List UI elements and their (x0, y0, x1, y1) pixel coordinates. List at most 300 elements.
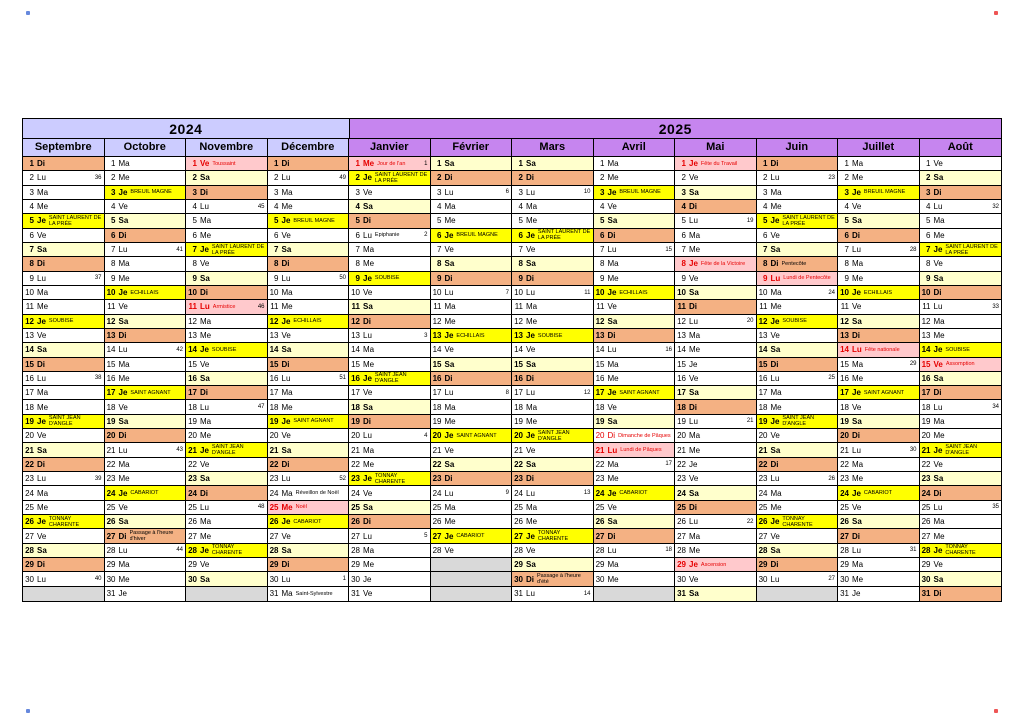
day-number: 10 (106, 288, 116, 298)
day-cell (675, 486, 756, 500)
day-cell (757, 458, 838, 472)
month-column-octobre (105, 139, 187, 601)
day-cell (594, 229, 675, 243)
day-abbrev: Ma (607, 259, 619, 269)
day-abbrev: Di (933, 589, 942, 599)
day-cell (757, 286, 838, 300)
day-abbrev: Sa (607, 216, 618, 226)
day-number: 25 (840, 502, 849, 512)
day-event: Fête du Travail (700, 160, 738, 167)
week-number: 47 (257, 404, 265, 411)
month-header-mars: Mars (512, 139, 593, 157)
day-number: 5 (274, 216, 279, 226)
day-cell (105, 572, 186, 586)
day-number: 30 (677, 574, 686, 584)
day-number: 26 (595, 517, 605, 527)
day-number: 24 (269, 488, 279, 498)
day-number: 27 (595, 531, 605, 541)
day-number: 28 (595, 545, 605, 555)
week-number: 50 (339, 275, 346, 282)
day-event: ÉCHILLAIS (130, 289, 159, 296)
day-abbrev: Je (526, 531, 535, 541)
day-number: 6 (111, 230, 116, 240)
day-number: 14 (351, 345, 360, 355)
day-cell (431, 186, 512, 200)
empty-day-cell (431, 558, 512, 572)
day-cell (512, 329, 593, 343)
day-number: 11 (433, 302, 442, 312)
day-number: 12 (677, 316, 686, 326)
day-number: 1 (926, 159, 931, 169)
day-abbrev: Ma (118, 560, 130, 570)
day-number: 6 (681, 230, 686, 240)
day-number: 24 (595, 488, 605, 498)
day-cell (757, 186, 838, 200)
day-cell (594, 443, 675, 457)
day-cell (675, 558, 756, 572)
day-event: SAINT LAURENT DE LA PRÉE (48, 214, 102, 227)
day-cell (675, 501, 756, 515)
day-abbrev: Ma (607, 560, 619, 570)
day-abbrev: Sa (200, 474, 210, 484)
day-event: SAINT LAURENT DE LA PRÉE (374, 171, 428, 184)
day-abbrev: Me (933, 331, 945, 341)
day-cell (675, 443, 756, 457)
day-cell (105, 157, 186, 171)
day-number: 21 (514, 445, 523, 455)
day-number: 19 (921, 416, 931, 426)
day-abbrev: Me (363, 359, 375, 369)
year-band-2025: 2025 (349, 119, 1001, 138)
day-cell (23, 372, 104, 386)
day-abbrev: Me (933, 230, 945, 240)
day-number: 25 (269, 502, 279, 512)
day-cell (675, 186, 756, 200)
day-number: 15 (432, 359, 442, 369)
day-cell (105, 400, 186, 414)
day-number: 21 (840, 445, 849, 455)
day-cell (757, 429, 838, 443)
week-number: 17 (665, 461, 672, 468)
corner-mark-top-right (994, 11, 998, 15)
day-cell (675, 272, 756, 286)
day-cell (512, 544, 593, 558)
day-number: 4 (29, 202, 34, 212)
day-number: 2 (274, 173, 279, 183)
day-number: 24 (514, 488, 523, 498)
day-abbrev: Sa (852, 216, 862, 226)
day-number: 6 (192, 230, 197, 240)
week-number: 37 (94, 275, 102, 282)
day-number: 10 (188, 288, 197, 298)
empty-day-cell (186, 587, 267, 601)
day-abbrev: Ma (526, 302, 538, 312)
day-number: 17 (677, 388, 686, 398)
day-abbrev: Ma (444, 302, 456, 312)
day-number: 23 (269, 474, 279, 484)
day-cell (757, 315, 838, 329)
month-column-avril (594, 139, 676, 601)
day-cell (186, 214, 267, 228)
day-abbrev: Sa (526, 159, 536, 169)
day-number: 23 (106, 474, 116, 484)
day-number: 26 (269, 517, 279, 527)
day-cell (349, 558, 430, 572)
day-number: 21 (25, 445, 34, 455)
week-number: 5 (424, 533, 428, 540)
day-number: 24 (840, 488, 849, 498)
day-cell (349, 515, 430, 529)
day-cell (268, 429, 349, 443)
day-event: SOUBISE (945, 346, 970, 353)
day-number: 19 (758, 416, 768, 426)
day-abbrev: Ve (526, 245, 536, 255)
day-abbrev: Di (607, 431, 616, 441)
empty-day-cell (431, 587, 512, 601)
day-event: TONNAY CHARENTE (374, 472, 406, 485)
day-cell (349, 157, 430, 171)
day-abbrev: Me (526, 316, 538, 326)
day-number: 4 (355, 202, 360, 212)
year-bands (23, 119, 1001, 139)
day-abbrev: Je (444, 331, 454, 341)
day-abbrev: Sa (933, 373, 944, 383)
day-number: 7 (926, 245, 931, 255)
day-abbrev: Di (363, 216, 371, 226)
day-cell (431, 229, 512, 243)
day-number: 27 (269, 531, 279, 541)
day-number: 13 (25, 331, 34, 341)
day-cell (594, 186, 675, 200)
day-number: 30 (351, 574, 360, 584)
day-cell (920, 415, 1002, 429)
day-number: 20 (840, 431, 849, 441)
day-abbrev: Di (770, 159, 779, 169)
day-number: 5 (29, 216, 34, 226)
day-abbrev: Di (933, 288, 942, 298)
day-number: 29 (25, 560, 34, 570)
day-abbrev: Me (770, 202, 782, 212)
day-number: 30 (269, 574, 279, 584)
week-number: 4 (424, 432, 428, 439)
day-number: 16 (840, 373, 849, 383)
day-abbrev: Me (852, 173, 864, 183)
day-abbrev: Me (689, 345, 701, 355)
day-number: 8 (926, 259, 931, 269)
day-number: 30 (106, 574, 116, 584)
day-number: 25 (188, 502, 197, 512)
day-abbrev: Lu (607, 445, 618, 455)
day-number: 13 (758, 331, 768, 341)
day-number: 8 (111, 259, 116, 269)
day-abbrev: Di (37, 259, 45, 269)
day-number: 11 (107, 302, 116, 312)
day-cell (268, 529, 349, 543)
day-cell (349, 415, 430, 429)
day-cell (757, 358, 838, 372)
day-cell (186, 429, 267, 443)
week-number: 30 (909, 447, 917, 454)
month-days (757, 157, 838, 601)
day-abbrev: Ve (37, 230, 47, 240)
day-number: 20 (25, 431, 34, 441)
day-number: 11 (514, 302, 523, 312)
day-abbrev: Lu (281, 273, 291, 283)
week-number: 14 (583, 590, 591, 597)
day-abbrev: Me (37, 202, 49, 212)
day-number: 26 (106, 517, 116, 527)
day-cell (431, 315, 512, 329)
day-cell (594, 486, 675, 500)
day-number: 3 (844, 187, 849, 197)
day-abbrev: Ve (770, 331, 780, 341)
day-cell (594, 343, 675, 357)
day-cell (757, 501, 838, 515)
day-cell (105, 544, 186, 558)
day-number: 7 (600, 245, 605, 255)
day-abbrev: Ma (363, 545, 375, 555)
day-abbrev: Me (281, 302, 293, 312)
day-number: 26 (514, 517, 523, 527)
day-number: 28 (25, 545, 34, 555)
day-cell (105, 358, 186, 372)
day-cell (349, 243, 430, 257)
day-abbrev: Je (363, 273, 372, 283)
day-cell (594, 400, 675, 414)
day-number: 26 (921, 517, 931, 527)
day-number: 26 (677, 517, 686, 527)
day-cell (268, 587, 349, 601)
day-abbrev: Sa (444, 459, 455, 469)
day-number: 30 (188, 574, 197, 584)
day-number: 17 (25, 388, 34, 398)
day-cell (594, 286, 675, 300)
day-abbrev: Ve (281, 230, 291, 240)
day-abbrev: Ve (933, 259, 943, 269)
day-abbrev: Di (933, 187, 942, 197)
day-cell (186, 200, 267, 214)
day-abbrev: Je (281, 316, 291, 326)
day-cell (594, 272, 675, 286)
day-number: 8 (518, 259, 523, 269)
day-cell (186, 272, 267, 286)
day-number: 8 (437, 259, 442, 269)
day-number: 22 (351, 459, 360, 469)
month-header-juillet: Juillet (838, 139, 919, 157)
day-cell (349, 214, 430, 228)
week-number: 25 (828, 375, 835, 382)
day-number: 26 (758, 517, 768, 527)
day-abbrev: Lu (526, 488, 535, 498)
day-number: 14 (25, 345, 34, 355)
day-number: 1 (844, 159, 849, 169)
day-number: 5 (763, 216, 768, 226)
day-abbrev: Je (200, 345, 209, 355)
day-abbrev: Di (363, 316, 371, 326)
day-abbrev: Ve (689, 173, 699, 183)
day-cell (594, 572, 675, 586)
day-number: 1 (600, 159, 605, 169)
day-cell (920, 372, 1002, 386)
day-abbrev: Lu (607, 545, 617, 555)
day-cell (757, 486, 838, 500)
day-number: 9 (355, 273, 360, 283)
day-cell (105, 515, 186, 529)
day-number: 17 (269, 388, 279, 398)
day-cell (838, 572, 919, 586)
day-event: BREUIL MAGNÉ (456, 232, 498, 239)
day-cell (23, 300, 104, 314)
day-cell (23, 157, 104, 171)
day-abbrev: Je (363, 574, 372, 584)
day-number: 4 (681, 202, 686, 212)
day-number: 16 (921, 373, 931, 383)
day-number: 10 (677, 288, 686, 298)
day-abbrev: Je (933, 445, 943, 455)
day-abbrev: Je (37, 216, 46, 226)
day-cell (431, 501, 512, 515)
day-abbrev: Ve (770, 230, 780, 240)
day-cell (838, 372, 919, 386)
week-number: 38 (94, 375, 102, 382)
day-number: 29 (269, 560, 279, 570)
day-number: 11 (188, 302, 197, 312)
week-number: 7 (505, 289, 509, 296)
day-number: 27 (351, 531, 360, 541)
day-number: 22 (758, 459, 768, 469)
day-cell (594, 329, 675, 343)
day-cell (757, 214, 838, 228)
day-number: 26 (840, 517, 849, 527)
day-number: 18 (269, 402, 279, 412)
day-abbrev: Ma (607, 359, 619, 369)
week-number: 13 (583, 490, 591, 497)
day-abbrev: Lu (770, 173, 780, 183)
day-number: 13 (188, 331, 197, 341)
day-cell (186, 515, 267, 529)
day-cell (594, 243, 675, 257)
day-cell (268, 400, 349, 414)
week-number: 42 (176, 346, 183, 353)
day-cell (920, 171, 1002, 185)
day-abbrev: Lu (689, 316, 698, 326)
day-cell (920, 300, 1002, 314)
day-number: 4 (844, 202, 849, 212)
day-cell (268, 286, 349, 300)
month-days (349, 157, 430, 601)
day-number: 30 (514, 574, 523, 584)
day-cell (431, 157, 512, 171)
day-cell (675, 257, 756, 271)
month-header-septembre: Septembre (23, 139, 104, 157)
day-number: 12 (514, 316, 523, 326)
day-event: Assomption (945, 361, 975, 368)
day-event: SAINT AGNANT (863, 389, 905, 396)
day-cell (105, 415, 186, 429)
day-cell (268, 171, 349, 185)
day-cell (920, 257, 1002, 271)
day-number: 2 (192, 173, 197, 183)
day-number: 26 (432, 517, 442, 527)
day-cell (757, 558, 838, 572)
day-cell (268, 329, 349, 343)
day-cell (105, 329, 186, 343)
day-number: 26 (25, 517, 34, 527)
day-cell (675, 286, 756, 300)
day-cell (349, 229, 430, 243)
day-cell (675, 343, 756, 357)
day-cell (920, 200, 1002, 214)
day-abbrev: Ve (689, 474, 699, 484)
day-abbrev: Je (526, 431, 535, 441)
day-cell (512, 171, 593, 185)
day-number: 19 (432, 416, 442, 426)
day-number: 10 (432, 288, 442, 298)
day-number: 4 (600, 202, 605, 212)
day-cell (431, 329, 512, 343)
month-days (23, 157, 104, 601)
day-cell (186, 343, 267, 357)
day-cell (431, 458, 512, 472)
day-abbrev: Ma (933, 216, 945, 226)
day-cell (186, 572, 267, 586)
day-event: Jour de l'an (377, 160, 406, 167)
day-abbrev: Je (526, 331, 535, 341)
day-abbrev: Ma (281, 187, 293, 197)
day-cell (23, 544, 104, 558)
day-cell (268, 472, 349, 486)
day-number: 8 (274, 259, 279, 269)
day-event: SAINT LAURENT DE LA PRÉE (537, 229, 591, 242)
day-cell (105, 472, 186, 486)
day-abbrev: Di (363, 416, 371, 426)
day-cell (349, 300, 430, 314)
day-number: 19 (351, 416, 360, 426)
day-cell (186, 286, 267, 300)
day-number: 4 (274, 202, 279, 212)
day-number: 29 (188, 560, 197, 570)
day-cell (838, 243, 919, 257)
day-number: 17 (432, 388, 442, 398)
week-number: 3 (424, 332, 428, 339)
day-cell (268, 372, 349, 386)
day-number: 10 (840, 288, 849, 298)
day-cell (268, 458, 349, 472)
month-days (838, 157, 919, 601)
day-number: 13 (840, 331, 849, 341)
day-cell (23, 315, 104, 329)
day-event: Épiphanie (374, 232, 400, 239)
day-abbrev: Me (526, 416, 538, 426)
day-cell (23, 358, 104, 372)
day-number: 24 (25, 488, 34, 498)
day-abbrev: Ma (363, 245, 375, 255)
day-cell (675, 572, 756, 586)
day-abbrev: Je (852, 288, 861, 298)
day-cell (268, 343, 349, 357)
day-number: 3 (926, 187, 931, 197)
day-event: SAINT JEAN D'ANGLE (374, 372, 407, 385)
day-cell (920, 587, 1002, 601)
day-abbrev: Ve (200, 259, 210, 269)
day-cell (512, 157, 593, 171)
day-number: 24 (432, 488, 442, 498)
day-abbrev: Ve (852, 202, 862, 212)
day-cell (186, 386, 267, 400)
day-cell (431, 472, 512, 486)
day-abbrev: Je (689, 259, 698, 269)
day-number: 6 (355, 230, 360, 240)
